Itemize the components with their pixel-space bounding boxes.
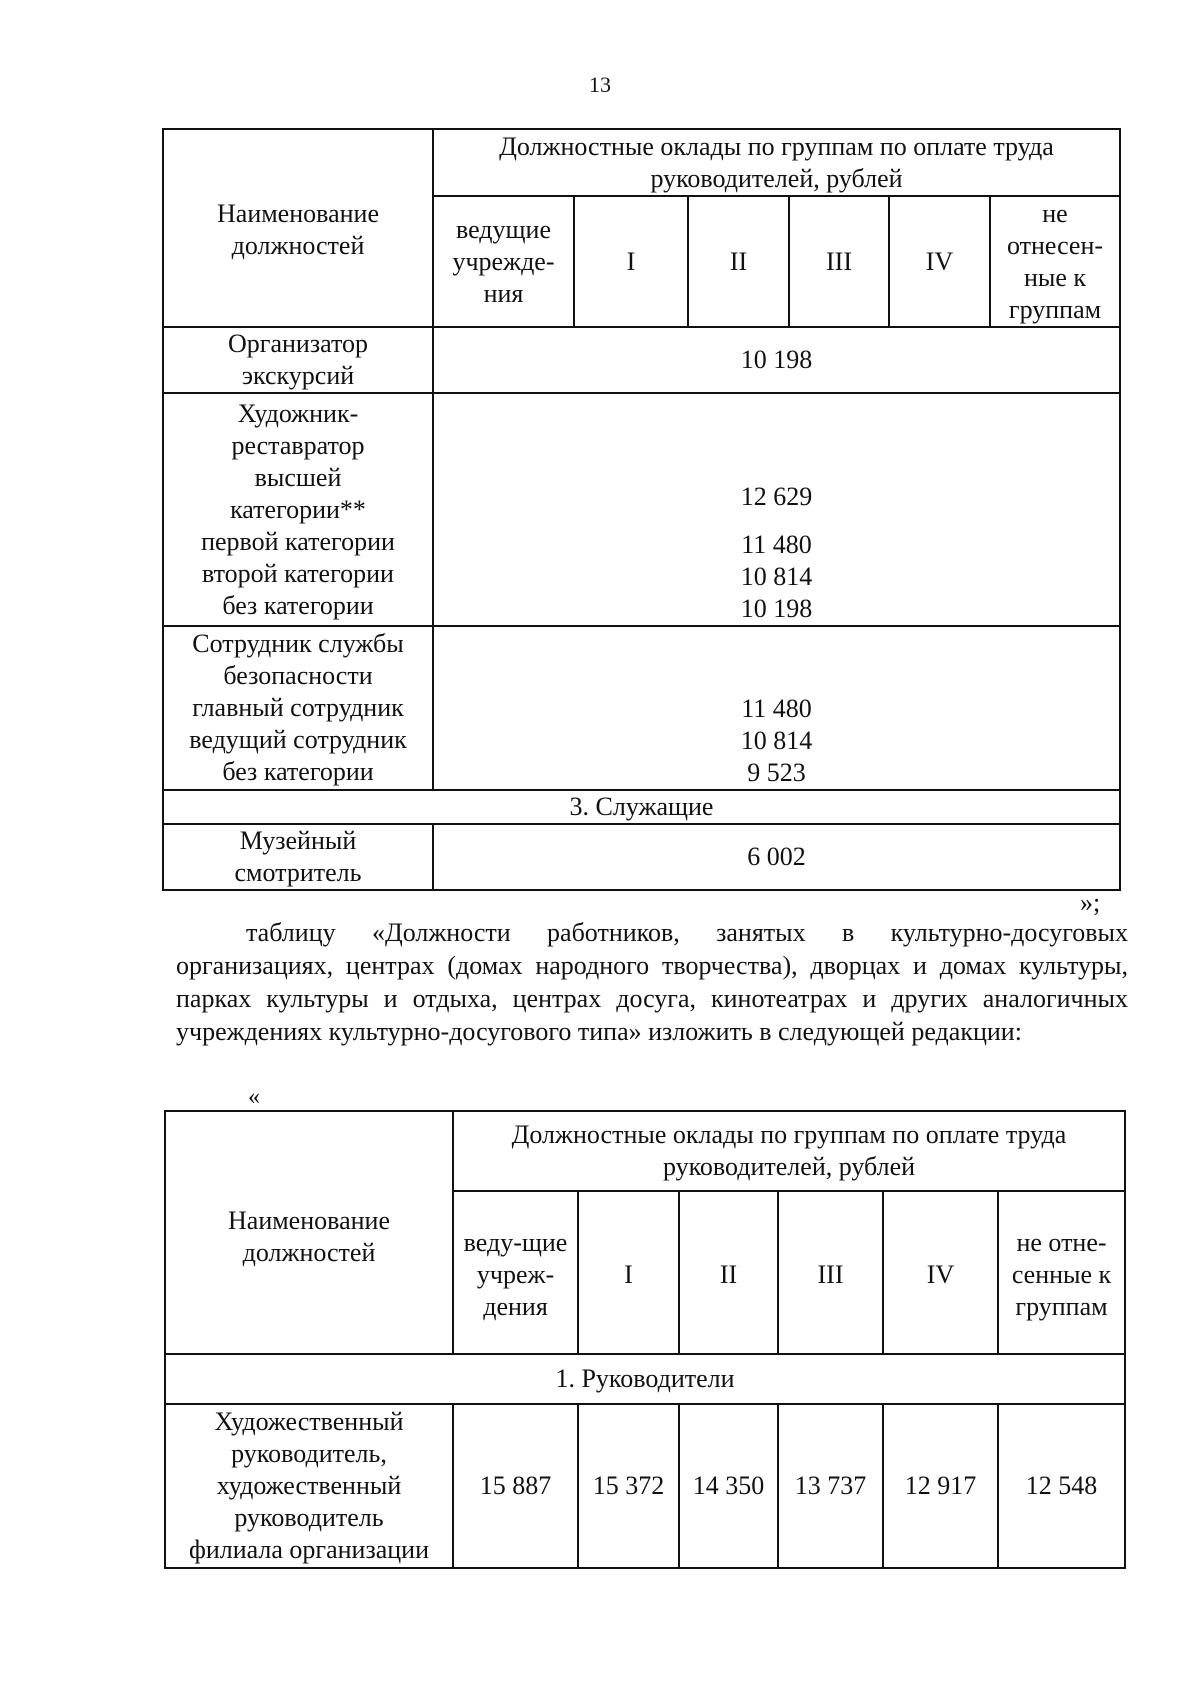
value-unassigned: 12 548 (998, 1404, 1125, 1568)
group-3: III (778, 1191, 883, 1354)
row-values-artist-restorer: 12 629 11 480 10 814 10 198 (433, 393, 1120, 626)
group-2: II (679, 1191, 778, 1354)
value-group-1: 15 372 (578, 1404, 679, 1568)
section-employees: 3. Служащие (163, 790, 1120, 824)
header-position-name: Наименование должностей (165, 1111, 453, 1354)
salary-table-museums (162, 128, 1121, 891)
amendment-paragraph: таблицу «Должности работников, занятых в культурно-досуговых организациях, центрах (домах народного творчества), дворцах и домах культуры, парках культуры и отдыха, центрах досуга, кинотеатрах и других аналогичных учреждениях культурно-досугового типа» изложить в следующей редакции: (176, 918, 1128, 1046)
row-value-museum-attendant: 6 002 (433, 824, 1120, 890)
value-leading: 15 887 (453, 1404, 578, 1568)
section-leaders: 1. Руководители (165, 1354, 1125, 1404)
row-name-artist-restorer: Художник- реставратор высшей категории** первой категории второй категории без категории (163, 393, 433, 626)
group-unassigned: не отне-сенные к группам (998, 1191, 1125, 1354)
row-name-museum-attendant: Музейный смотритель (163, 824, 433, 890)
row-value-excursion-organizer: 10 198 (433, 327, 1120, 393)
row-name-security: Сотрудник службы безопасности главный сотрудник ведущий сотрудник без категории (163, 626, 433, 790)
group-leading: веду-щие учреж-дения (453, 1191, 578, 1354)
group-unassigned: не отнесен-ные к группам (990, 196, 1120, 327)
row-name-art-director: Художественный руководитель, художественный руководитель филиала организации (165, 1404, 453, 1568)
header-salary-groups: Должностные оклады по группам по оплате труда руководителей, рублей (453, 1111, 1125, 1191)
group-4: IV (889, 196, 990, 327)
header-position-name: Наименование должностей (163, 129, 433, 327)
group-leading: ведущие учрежде-ния (433, 196, 574, 327)
closing-quote: »; (1080, 888, 1101, 917)
value-group-4: 12 917 (883, 1404, 998, 1568)
group-1: I (574, 196, 688, 327)
row-name-excursion-organizer: Организатор экскурсий (163, 327, 433, 393)
salary-table-cultural (164, 1110, 1126, 1569)
value-group-3: 13 737 (778, 1404, 883, 1568)
row-values-security: 11 480 10 814 9 523 (433, 626, 1120, 790)
header-salary-groups: Должностные оклады по группам по оплате труда руководителей, рублей (433, 129, 1120, 196)
group-4: IV (883, 1191, 998, 1354)
group-1: I (578, 1191, 679, 1354)
value-group-2: 14 350 (679, 1404, 778, 1568)
group-2: II (688, 196, 789, 327)
opening-quote: « (248, 1084, 260, 1110)
group-3: III (789, 196, 889, 327)
page-number: 13 (589, 72, 611, 97)
